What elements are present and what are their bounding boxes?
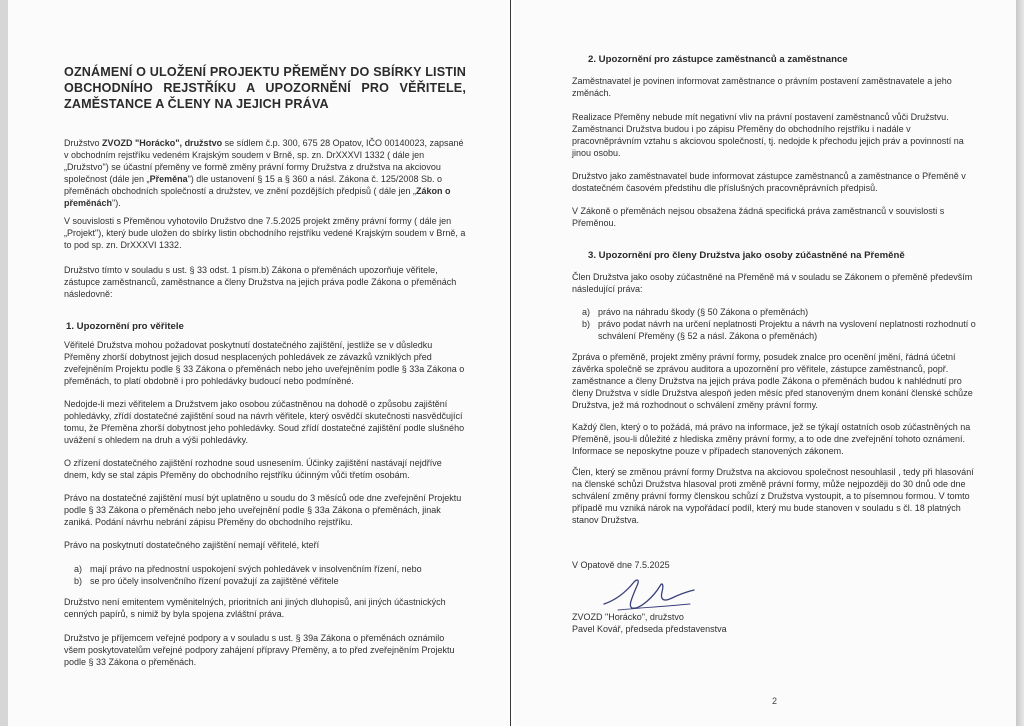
section-heading-creditors: 1. Upozornění pro věřitele <box>66 321 184 332</box>
members-paragraph-1: Člen Družstva jako osoby zúčastněné na Přeměně má v souladu se Zákonem o přeměně především následující práva: <box>572 272 973 294</box>
list-marker: a) <box>74 564 83 574</box>
list-item <box>582 318 978 342</box>
list-item <box>74 575 466 587</box>
list-marker: a) <box>582 307 591 317</box>
document-title: OZNÁMENÍ O ULOŽENÍ PROJEKTU PŘEMĚNY DO SBÍRKY LISTIN OBCHODNÍHO REJSTŘÍKU A UPOZORNĚNÍ PRO VĚŘITELE, ZAMĚSTANCE A ČLENY NA JEJICH PRÁVA <box>64 65 466 111</box>
scan-edge-right <box>1016 0 1024 726</box>
document-page-2 <box>514 0 1016 726</box>
list-item <box>582 306 978 318</box>
term-zakon: Zákon o přeměnách <box>64 186 451 208</box>
handwritten-signature <box>598 570 698 614</box>
intro-text-2: se sídlem č.p. 300, 675 28 Opatov, IČO 00140023, zapsané v obchodním rejstříku vedeném Krajským soudem v Brně, sp. zn. DrXXXVI 1332 ( dále jen „Družstvo") se účastní přeměny ve formě změny právní formy Družstva z družstva na akciovou společnost (dále jen „ <box>64 138 464 184</box>
section-heading-members: 3. Upozornění pro členy Družstva jako osoby zúčastněné na Přeměně <box>588 250 905 261</box>
page-number: 2 <box>772 696 778 706</box>
creditors-exceptions-list <box>74 563 466 587</box>
intro-paragraph <box>64 137 466 209</box>
creditors-paragraph-2: Nedojde-li mezi věřitelem a Družstvem jako osobou zúčastněnou na dohodě o způsobu zajištění pohledávky, zřídí dostatečné zajištění soud na návrh věřitele, který osvědčí skutečnosti nasvědčující tomu, že Přeměna zhorší dobytnost jeho pohledávky. Soud zřídí dostatečné zajištění podle slušného uvážení s ohledem na druh a výši pohledávky. <box>64 399 465 445</box>
members-paragraph-3: Každý člen, který o to požádá, má právo na informace, jež se týkají ostatních osob zúčastněných na Přeměně, jsou-li důležité z hlediska změny právní formy, a to ode dne zveřejnění tohoto oznámení. Informace se neposkytne pouze v případech stanovených zákonem. <box>572 422 971 456</box>
bonds-paragraph: Družstvo není emitentem vyměnitelných, prioritních ani jiných dluhopisů, ani jiných účastnických cenných papírů, s nimiž by byla spojena zvláštní práva. <box>64 597 446 619</box>
project-paragraph: V souvislosti s Přeměnou vyhotovilo Družstvo dne 7.5.2025 projekt změny právní formy ( dále jen „Projekt"), který bude uložen do sbírky listin obchodního rejstříku vedené Krajským soudem v Brně, a to pod sp. zn. DrXXXVI 1332. <box>64 216 466 250</box>
list-item <box>74 563 466 575</box>
creditors-paragraph-1: Věřitelé Družstva mohou požadovat poskytnutí dostatečného zajištění, jestliže se v důsledku Přeměny zhorší dobytnost jejich dosud nesplacených pohledávek ze závazků vzniklých před zveřejněním Projektu podle § 33 Zákona o přeměnách nebo jeho uveřejněním podle § 33a Zákona o přeměnách, to platí obdobně i pro pohledávky budoucí nebo podmíněné. <box>64 340 465 386</box>
list-item-text: se pro účely insolvenčního řízení považují za zajištěné věřitele <box>90 576 339 586</box>
intro-text-1: Družstvo <box>64 138 103 148</box>
list-item-text: právo na náhradu škody (§ 50 Zákona o přeměnách) <box>598 307 809 317</box>
employees-paragraph-2: Realizace Přeměny nebude mít negativní vliv na právní postavení zaměstnanců vůči Družstvu. Zaměstnanci Družstva budou i po zápisu Přeměny do obchodního rejstříku i nadále v pracovněprávním vztahu s akciovou společností, tj. nedojde k přechodu jejich práv a povinností na jinou osobu. <box>572 112 964 158</box>
employees-paragraph-1: Zaměstnavatel je povinen informovat zaměstnance o právním postavení zaměstnavatele a jeho změnách. <box>572 76 952 98</box>
employees-paragraph-4: V Zákoně o přeměnách nejsou obsažena žádná specifická práva zaměstnanců v souvislosti s Přeměnou. <box>572 206 945 228</box>
scan-edge-left <box>0 0 8 726</box>
list-marker: b) <box>582 319 591 329</box>
creditors-paragraph-5: Právo na poskytnutí dostatečného zajištění nemají věřitelé, kteří <box>64 540 320 550</box>
notice-paragraph: Družstvo tímto v souladu s ust. § 33 odst. 1 písm.b) Zákona o přeměnách upozorňuje věřitele, zástupce zaměstnanců, zaměstnance a členy Družstva na jejich práva podle Zákona o přeměnách následovně: <box>64 265 457 299</box>
members-rights-list <box>582 306 978 342</box>
members-paragraph-4: Člen, který se změnou právní formy Družstva na akciovou společnost nesouhlasil , tedy při hlasování na členské schůzi Družstva hlasoval proti změně právní formy, může nejpozději do 30 dnů ode dne schválení změny právní formy členskou schůzí z Družstva vystoupit, a to písemnou formou. V tomto případě mu vzniká nárok na vypořádací podíl, který mu bude stanoven v souladu s čl. 18 platných stanov Družstva. <box>572 467 974 525</box>
state-aid-paragraph: Družstvo je příjemcem veřejné podpory a v souladu s ust. § 39a Zákona o přeměnách oznámilo všem poskytovatelům veřejné podpory zahájení přípravy Přeměny, a to před zveřejněním Projektu podle § 33 Zákona o přeměnách. <box>64 633 455 667</box>
signatory-company: ZVOZD "Horácko", družstvo <box>572 612 684 622</box>
date-place: V Opatově dne 7.5.2025 <box>572 560 670 570</box>
document-page-1 <box>8 0 511 726</box>
intro-text-3: ") dle ustanovení § 15 a § 360 a násl. Zákona č. 125/2008 Sb. o přeměnách obchodních společností a družstev, ve znění pozdějších předpisů ( dále jen „ <box>64 174 442 196</box>
signatory-name: Pavel Kovář, předseda představenstva <box>572 624 727 634</box>
section-heading-employees: 2. Upozornění pro zástupce zaměstnanců a zaměstnance <box>588 54 848 65</box>
list-item-text: mají právo na přednostní uspokojení svých pohledávek v insolvenčním řízení, nebo <box>90 564 422 574</box>
members-paragraph-2: Zpráva o přeměně, projekt změny právní formy, posudek znalce pro ocenění jmění, řádná účetní závěrka společně se zprávou auditora a upozornění pro věřitele, zástupce zaměstnanců, popř. zaměstnance a členy Družstva na jejich práva podle Zákona o přeměnách budou k nahlédnutí pro členy Družstva v sídle Družstva alespoň jeden měsíc před stanoveným dnem konání členské schůze Družstva, jež má rozhodnout o schválení změny právní formy. <box>572 352 973 410</box>
list-marker: b) <box>74 576 83 586</box>
intro-text-4: "). <box>112 198 121 208</box>
creditors-paragraph-4: Právo na dostatečné zajištění musí být uplatněno u soudu do 3 měsíců ode dne zveřejnění Projektu podle § 33 Zákona o přeměnách nebo jeho uveřejnění podle § 33a Zákona o přeměnách, jinak zaniká. Podání návrhu nebrání zápisu Přeměny do obchodního rejstříku. <box>64 493 462 527</box>
company-name: ZVOZD "Horácko", družstvo <box>102 138 223 148</box>
employees-paragraph-3: Družstvo jako zaměstnavatel bude informovat zástupce zaměstnanců a zaměstnance o Přeměně v dostatečném časovém předstihu dle příslušných pracovněprávních předpisů. <box>572 171 966 193</box>
term-premena: Přeměna <box>149 174 188 184</box>
list-item-text: právo podat návrh na určení neplatnosti Projektu a návrh na vyslovení neplatnosti rozhodnutí o schválení Přeměny (§ 52 a násl. Zákona o přeměnách) <box>598 319 976 341</box>
creditors-paragraph-3: O zřízení dostatečného zajištění rozhodne soud usnesením. Účinky zajištění nastávají nejdříve dnem, kdy se stal zápis Přeměny do obchodního rejstříku účinným vůči třetím osobám. <box>64 458 442 480</box>
